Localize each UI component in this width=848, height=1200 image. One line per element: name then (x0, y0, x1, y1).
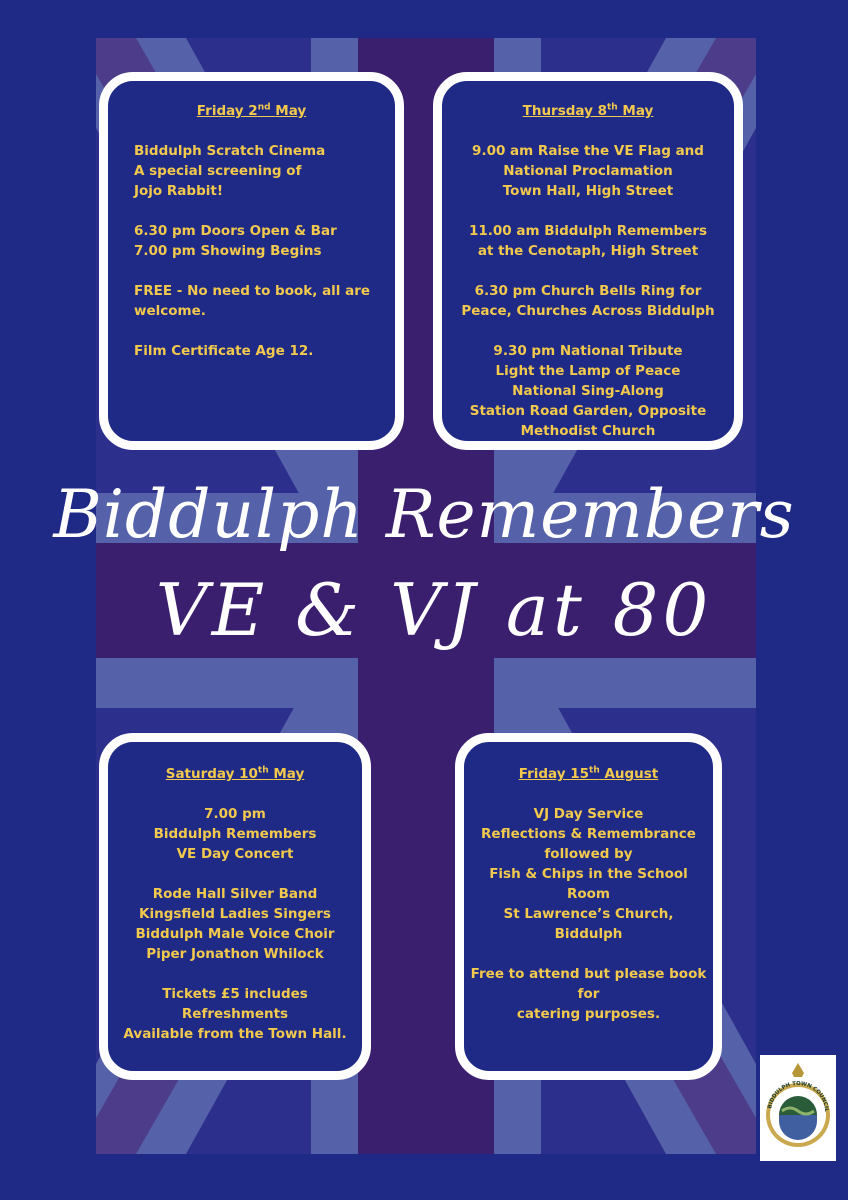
event-paragraph: Free to attend but please book for catering purposes. (470, 966, 707, 1022)
event-day-suffix: nd (257, 102, 271, 113)
event-card-saturday-10th-may (99, 733, 371, 1080)
event-card-friday-15th-august (455, 733, 722, 1080)
event-paragraph: Film Certificate Age 12. (134, 343, 314, 359)
event-day: Saturday 10 (165, 766, 258, 782)
event-day-suffix: th (607, 102, 618, 113)
event-paragraph: 7.00 pm Biddulph Remembers VE Day Concert (153, 806, 317, 862)
event-paragraph: 9.00 am Raise the VE Flag and National Proclamation Town Hall, High Street (472, 143, 704, 199)
event-month: May (273, 766, 305, 782)
page-title (20, 470, 828, 710)
event-date (126, 101, 377, 121)
logo-ring-text: BIDDULPH TOWN COUNCIL (767, 1080, 830, 1112)
event-paragraph: VJ Day Service Reflections & Remembrance followed by Fish & Chips in the School Room St Lawrence’s Church, Biddulph (481, 806, 696, 942)
title-line-1: Biddulph Remembers (53, 476, 795, 553)
town-council-logo (760, 1055, 836, 1161)
event-day: Friday 15 (518, 766, 590, 782)
event-day-suffix: th (589, 765, 600, 776)
event-card-friday-2nd-may (99, 72, 404, 450)
event-day: Friday 2 (196, 103, 258, 119)
event-date (470, 764, 707, 784)
title-line-2: VE & VJ at 80 (155, 568, 713, 652)
event-card-thursday-8th-may (433, 72, 743, 450)
event-day: Thursday 8 (522, 103, 607, 119)
event-paragraph: 6.30 pm Doors Open & Bar 7.00 pm Showing Begins (134, 223, 337, 259)
event-paragraph: 11.00 am Biddulph Remembers at the Cenotaph, High Street (468, 223, 708, 259)
event-paragraph: 6.30 pm Church Bells Ring for Peace, Churches Across Biddulph (461, 283, 715, 319)
event-day-suffix: th (257, 765, 269, 776)
event-paragraph: Rode Hall Silver Band Kingsfield Ladies Singers Biddulph Male Voice Choir Piper Jonathon Whilock (135, 886, 335, 962)
event-month: August (604, 766, 659, 782)
event-date (452, 101, 724, 121)
council-crest-icon (760, 1055, 836, 1161)
event-paragraph: 9.30 pm National Tribute Light the Lamp of Peace National Sing-Along Station Road Garden, Opposite Methodist Church (469, 343, 707, 439)
event-paragraph: Biddulph Scratch Cinema A special screening of Jojo Rabbit! (134, 143, 326, 199)
event-month: May (622, 103, 654, 119)
event-paragraph: Tickets £5 includes Refreshments Available from the Town Hall. (123, 986, 347, 1042)
event-paragraph: FREE - No need to book, all are welcome. (134, 283, 371, 319)
event-month: May (275, 103, 307, 119)
event-date (114, 764, 356, 784)
